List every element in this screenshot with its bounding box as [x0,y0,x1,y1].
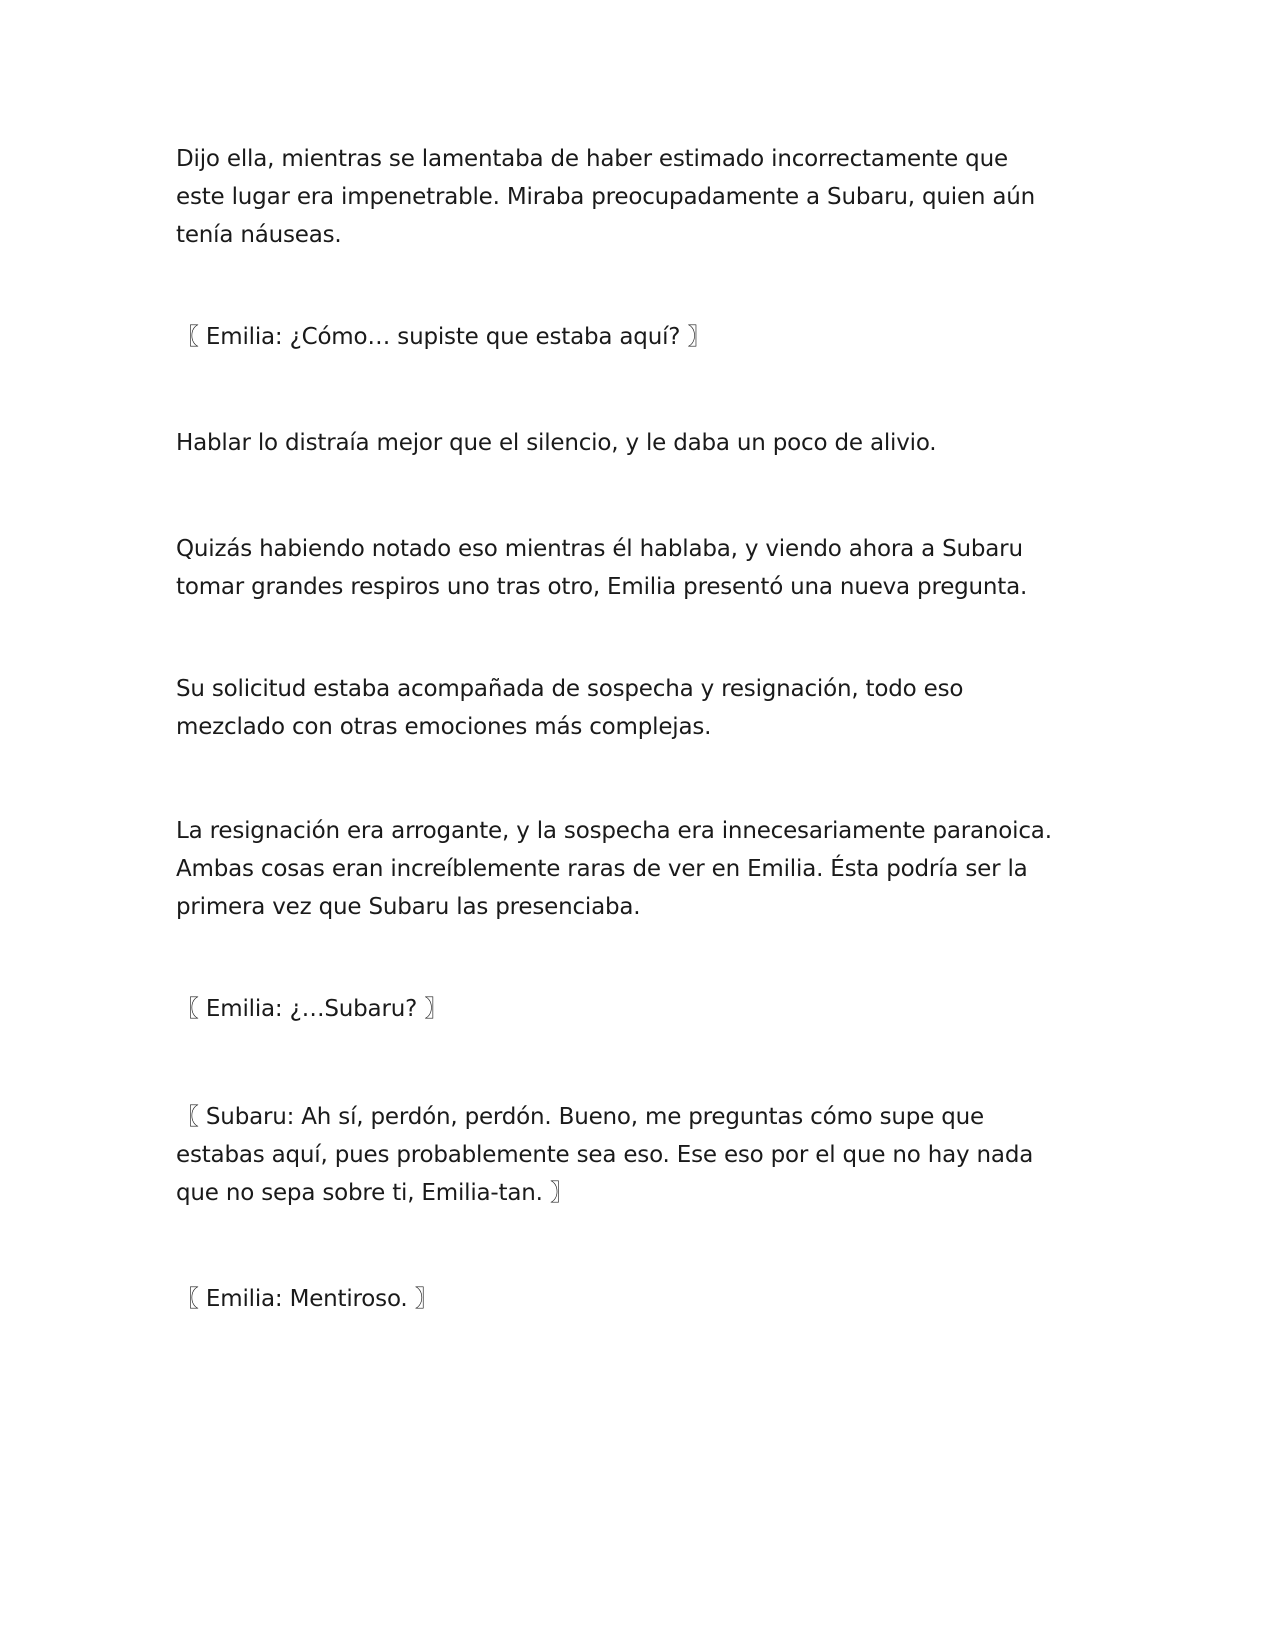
narration-paragraph: Dijo ella, mientras se lamentaba de haber estimado incorrectamente que este lugar era impenetrable. Miraba preocupadamente a Subaru, quien aún tenía náuseas. [176,146,1036,248]
narration-paragraph: Hablar lo distraía mejor que el silencio, y le daba un poco de alivio. [176,430,937,456]
dialogue-line: 〖 Emilia: ¿…Subaru? 〗 [176,996,448,1022]
dialogue-line: 〖 Emilia: Mentiroso. 〗 [176,1286,438,1312]
narration-paragraph: La resignación era arrogante, y la sospecha era innecesariamente paranoica. Ambas cosas eran increíblemente raras de ver en Emilia. Ésta podría ser la primera vez que Subaru las presenciaba. [176,818,1052,920]
narration-paragraph: Quizás habiendo notado eso mientras él hablaba, y viendo ahora a Subaru tomar grandes respiros uno tras otro, Emilia presentó una nueva pregunta. [176,536,1028,600]
dialogue-line: 〖 Subaru: Ah sí, perdón, perdón. Bueno, me preguntas cómo supe que estabas aquí, pues probablemente sea eso. Ese eso por el que no hay nada que no sepa sobre ti, Emilia-tan. 〗 [176,1104,1034,1206]
narration-paragraph: Su solicitud estaba acompañada de sospecha y resignación, todo eso mezclado con otras emociones más complejas. [176,676,964,740]
dialogue-line: 〖 Emilia: ¿Cómo… supiste que estaba aquí? 〗 [176,324,711,350]
